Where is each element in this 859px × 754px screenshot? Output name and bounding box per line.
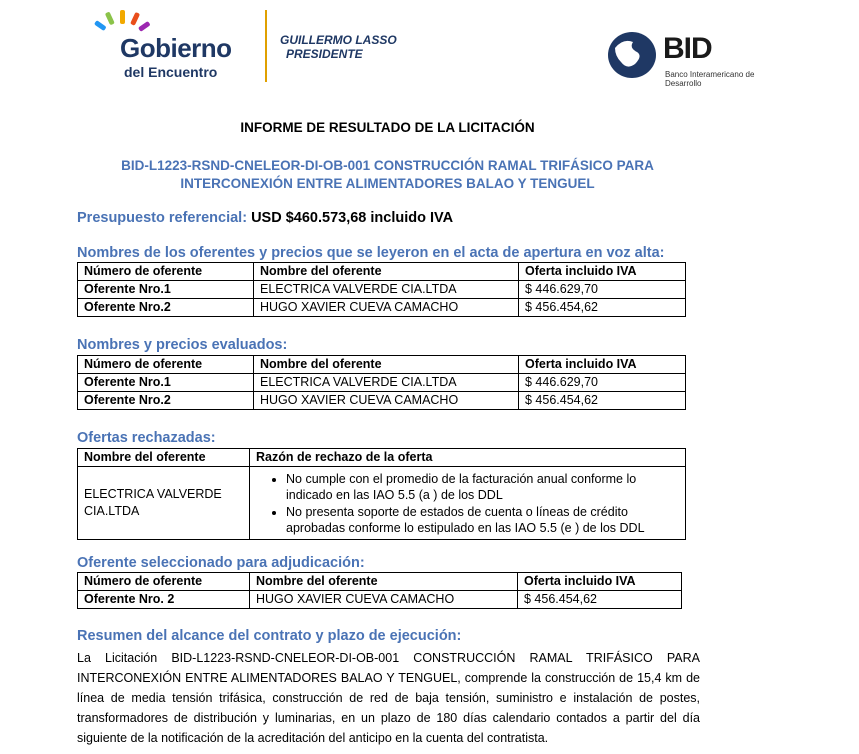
bidder-number: Oferente Nro.1 — [78, 281, 254, 299]
gobierno-title: Gobierno — [120, 33, 232, 63]
budget-label: Presupuesto referencial: — [77, 210, 248, 226]
table-row — [78, 281, 686, 299]
bid-amount: $ 446.629,70 — [519, 374, 686, 392]
rejected-bidder — [78, 467, 250, 540]
president-role: PRESIDENTE — [286, 47, 363, 61]
globe-icon — [605, 30, 661, 80]
column-header: Razón de rechazo de la oferta — [250, 449, 686, 467]
column-header: Oferta incluido IVA — [519, 263, 686, 281]
bids-evaluated-heading: Nombres y precios evaluados: — [77, 337, 288, 353]
list-item: • No presenta soporte de estados de cuenta o líneas de crédito aprobadas conforme lo estipulado en las IAO 5.5 (e ) de los DDL — [286, 504, 679, 536]
column-header: Número de oferente — [78, 356, 254, 374]
bid-amount: $ 456.454,62 — [519, 299, 686, 317]
document-title: INFORME DE RESULTADO DE LA LICITACIÓN — [240, 120, 535, 135]
president-name: GUILLERMO LASSO — [280, 33, 397, 47]
table-row — [78, 467, 686, 540]
bidder-number: Oferente Nro.1 — [78, 374, 254, 392]
table-row — [78, 392, 686, 410]
header-divider — [265, 10, 267, 82]
rejected-bidder-line-2: CIA.LTDA — [84, 504, 140, 518]
table-row — [78, 374, 686, 392]
column-header: Número de oferente — [78, 263, 254, 281]
reason-list — [256, 471, 679, 536]
budget-line — [77, 210, 453, 226]
bidder-name: HUGO XAVIER CUEVA CAMACHO — [254, 299, 519, 317]
table-row — [78, 299, 686, 317]
rejected-heading: Ofertas rechazadas: — [77, 430, 216, 446]
president-block — [280, 33, 420, 61]
table-header-row — [78, 573, 682, 591]
bid-amount: $ 456.454,62 — [518, 591, 682, 609]
column-header: Oferta incluido IVA — [518, 573, 682, 591]
bid-logo — [605, 30, 765, 90]
bids-evaluated-table — [77, 355, 686, 410]
table-header-row — [78, 449, 686, 467]
summary-paragraph: La Licitación BID-L1223-RSND-CNELEOR-DI-OB-001 CONSTRUCCIÓN RAMAL TRIFÁSICO PARA INTERCONEXIÓN ENTRE ALIMENTADORES BALAO Y TENGUEL, comprende la construcción de 15,4 km de línea de media tensión trifásica, construcción de red de baja tensión, suministro e instalación de postes, transformadores de distribución y luminarias, en un plazo de 180 días calendario contados a partir del día siguiente de la notificación de la acreditación del anticipo en la cuenta del contratista. — [77, 651, 700, 745]
document-subtitle — [80, 157, 695, 193]
column-header: Número de oferente — [78, 573, 250, 591]
budget-value: USD $460.573,68 incluido IVA — [251, 210, 454, 226]
bidder-name: ELECTRICA VALVERDE CIA.LTDA — [254, 281, 519, 299]
bid-amount: $ 456.454,62 — [519, 392, 686, 410]
bidder-number: Oferente Nro.2 — [78, 299, 254, 317]
bid-fullname: Banco Interamericano de Desarrollo — [665, 70, 755, 88]
bidder-name: HUGO XAVIER CUEVA CAMACHO — [254, 392, 519, 410]
bidder-name: ELECTRICA VALVERDE CIA.LTDA — [254, 374, 519, 392]
selected-table — [77, 572, 682, 609]
bid-amount: $ 446.629,70 — [519, 281, 686, 299]
bid-name: BID — [663, 32, 712, 65]
bidder-number: Oferente Nro. 2 — [78, 591, 250, 609]
bids-read-heading: Nombres de los oferentes y precios que se leyeron en el acta de apertura en voz alta: — [77, 245, 665, 261]
column-header: Nombre del oferente — [254, 263, 519, 281]
subtitle-line-1: BID-L1223-RSND-CNELEOR-DI-OB-001 CONSTRUCCIÓN RAMAL TRIFÁSICO PARA — [121, 158, 654, 173]
column-header: Nombre del oferente — [250, 573, 518, 591]
bidder-number: Oferente Nro.2 — [78, 392, 254, 410]
table-header-row — [78, 263, 686, 281]
bids-read-table — [77, 262, 686, 317]
selected-heading: Oferente seleccionado para adjudicación: — [77, 555, 365, 571]
gobierno-subtitle: del Encuentro — [124, 64, 218, 80]
table-header-row — [78, 356, 686, 374]
column-header: Oferta incluido IVA — [519, 356, 686, 374]
summary-heading: Resumen del alcance del contrato y plazo de ejecución: — [77, 628, 462, 644]
list-item: • No cumple con el promedio de la facturación anual conforme lo indicado en las IAO 5.5 (a ) de los DDL — [286, 471, 679, 503]
bidder-name: HUGO XAVIER CUEVA CAMACHO — [250, 591, 518, 609]
column-header: Nombre del oferente — [78, 449, 250, 467]
table-row — [78, 591, 682, 609]
gobierno-logo — [90, 8, 265, 86]
column-header: Nombre del oferente — [254, 356, 519, 374]
rejected-table — [77, 448, 686, 540]
rejection-reasons — [250, 467, 686, 540]
rejected-bidder-line-1: ELECTRICA VALVERDE — [84, 487, 222, 501]
subtitle-line-2: INTERCONEXIÓN ENTRE ALIMENTADORES BALAO Y TENGUEL — [180, 176, 595, 191]
